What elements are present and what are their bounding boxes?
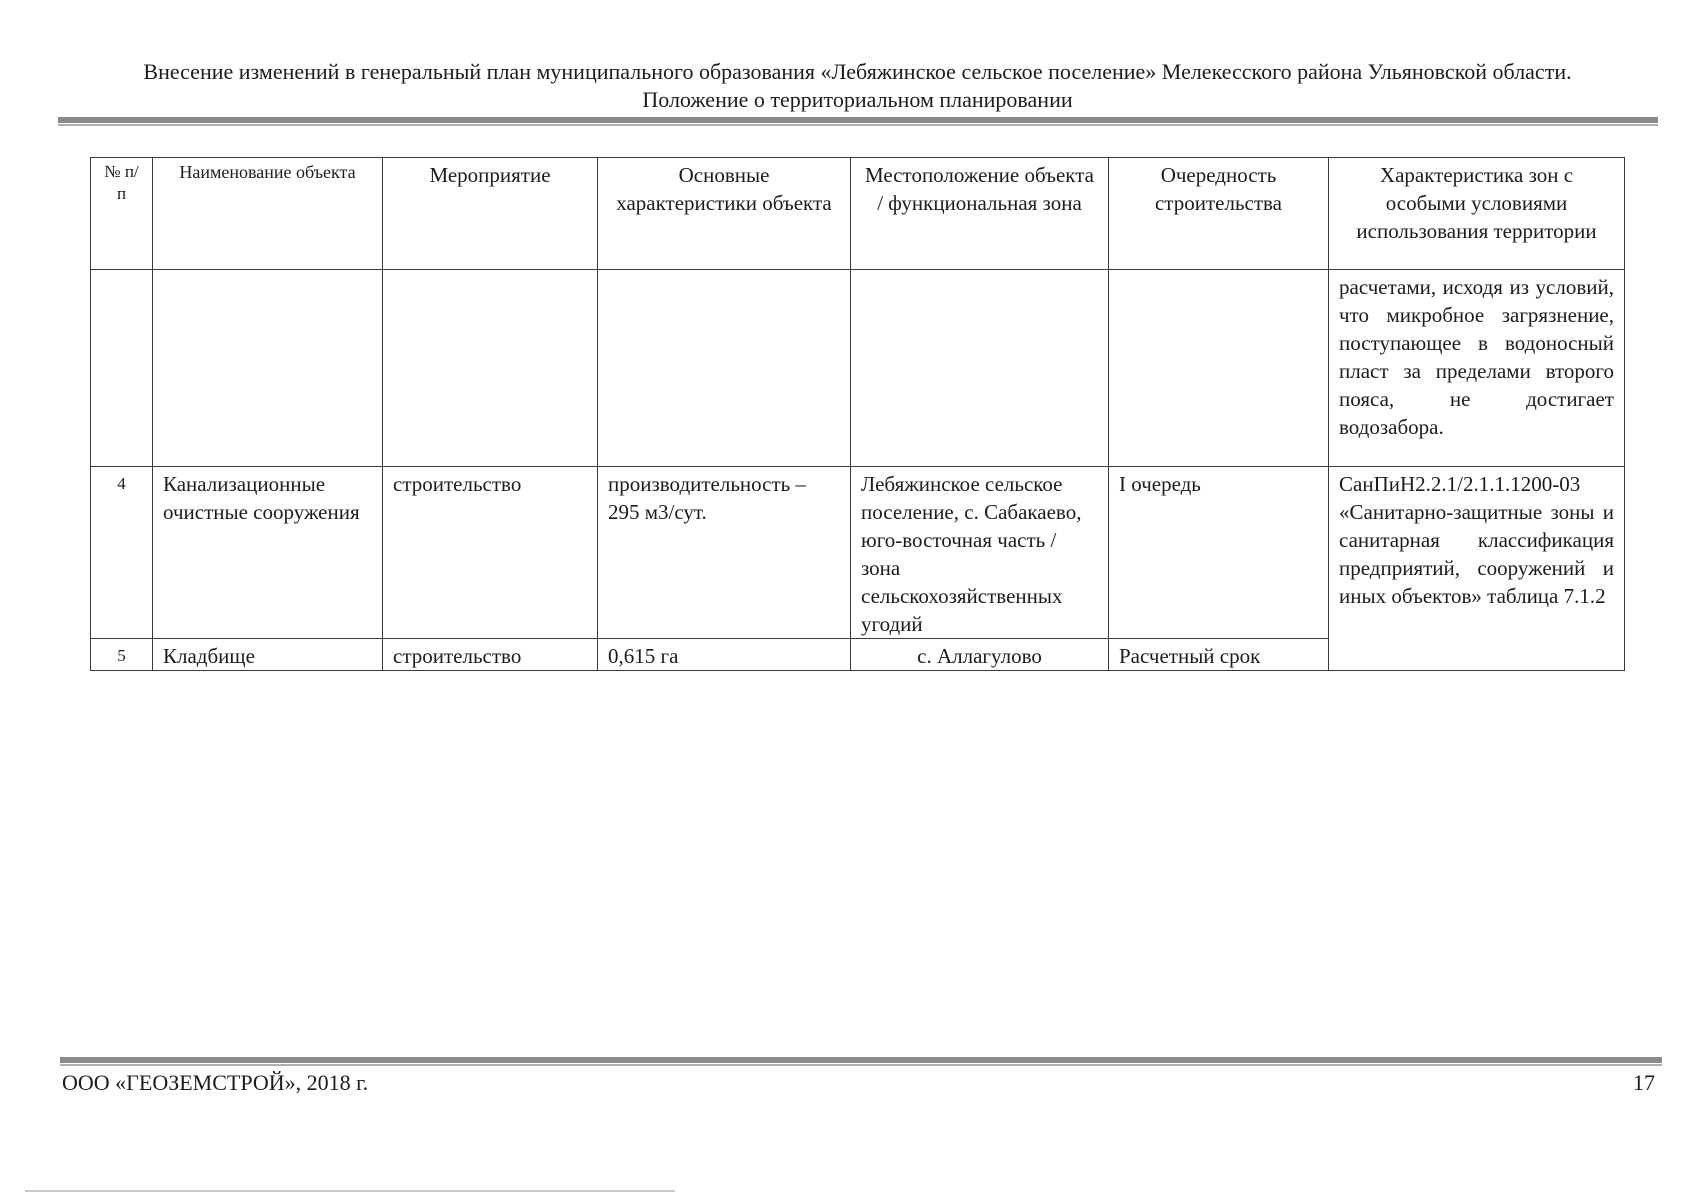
header-location: Местоположение объекта / функциональная зона (851, 158, 1109, 270)
cell-empty (1109, 270, 1329, 467)
cell-num: 5 (91, 639, 153, 671)
cell-order: Расчетный срок (1109, 639, 1329, 671)
table-row (91, 270, 1625, 467)
cell-zones: СанПиН2.2.1/2.1.1.1200-03 «Санитарно-защитные зоны и санитарная классификация предприятий, сооружений и иных объектов» таблица 7.1.2 (1329, 467, 1625, 671)
header-title: Внесение изменений в генеральный план муниципального образования «Лебяжинское сельское поселение» Мелекесского района Ульяновской области. (143, 59, 1572, 84)
scan-artifact-line (25, 1190, 675, 1192)
cell-specs: производительность – 295 м3/сут. (598, 467, 851, 639)
cell-empty (598, 270, 851, 467)
cell-location: Лебяжинское сельское поселение, с. Сабакаево, юго-восточная часть / зона сельскохозяйственных угодий (851, 467, 1109, 639)
cell-specs: 0,615 га (598, 639, 851, 671)
cell-action: строительство (383, 639, 598, 671)
document-header (60, 58, 1655, 114)
header-num: № п/п (91, 158, 153, 270)
cell-order: I очередь (1109, 467, 1329, 639)
header-divider (58, 117, 1658, 123)
footer-divider-thin (60, 1064, 1662, 1066)
cell-name: Кладбище (153, 639, 383, 671)
header-specs: Основные характеристики объекта (598, 158, 851, 270)
header-zones: Характеристика зон с особыми условиями использования территории (1329, 158, 1625, 270)
cell-empty (91, 270, 153, 467)
cell-num: 4 (91, 467, 153, 639)
cell-empty (383, 270, 598, 467)
cell-zones: расчетами, исходя из условий, что микробное загрязнение, поступающее в водоносный пласт за пределами второго пояса, не достигает водозабора. (1329, 270, 1625, 467)
header-order: Очередность строительства (1109, 158, 1329, 270)
cell-action: строительство (383, 467, 598, 639)
cell-empty (851, 270, 1109, 467)
header-divider-thin (58, 124, 1658, 126)
footer-divider (60, 1057, 1662, 1063)
footer-company: ООО «ГЕОЗЕМСТРОЙ», 2018 г. (62, 1070, 369, 1095)
objects-table (90, 157, 1625, 671)
cell-location: с. Аллагулово (851, 639, 1109, 671)
header-action: Мероприятие (383, 158, 598, 270)
page-number: 17 (1633, 1070, 1655, 1095)
table-row (91, 467, 1625, 639)
cell-name: Канализационные очистные сооружения (153, 467, 383, 639)
cell-empty (153, 270, 383, 467)
table-header-row (91, 158, 1625, 270)
header-name: Наименование объекта (153, 158, 383, 270)
header-subtitle: Положение о территориальном планировании (642, 87, 1073, 112)
